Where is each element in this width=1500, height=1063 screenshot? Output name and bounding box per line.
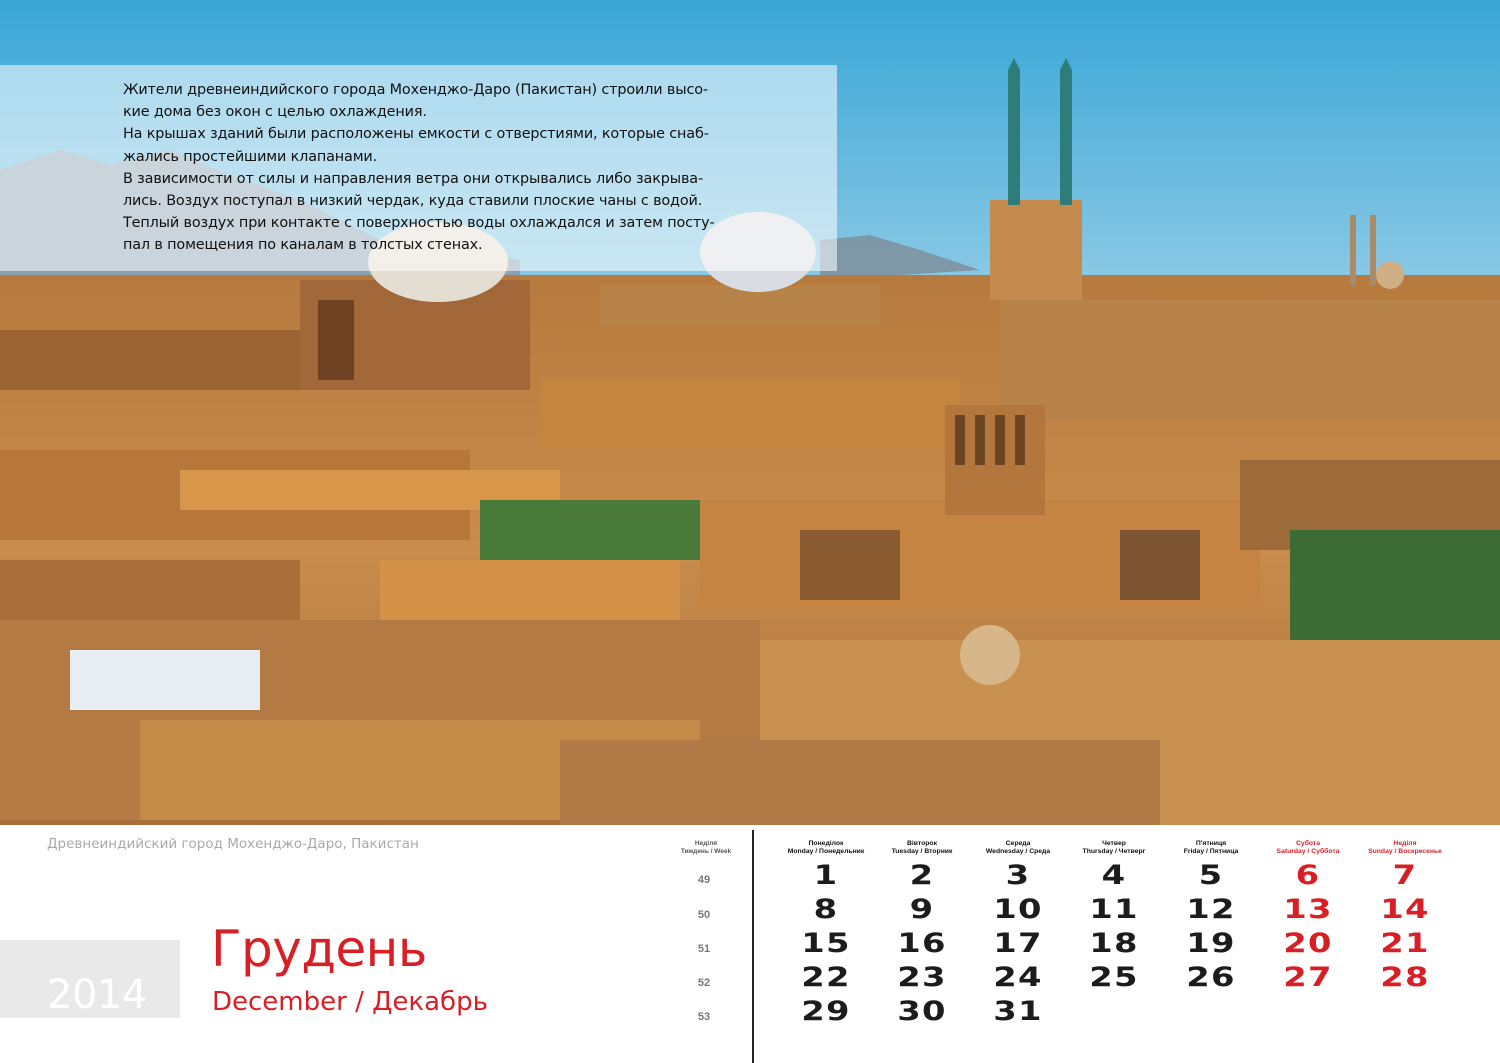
week-number: 52 [697,977,711,989]
calendar-day: 10 [993,894,1043,925]
day-header-line: Tuesday / Вторник [891,848,953,855]
day-header-line: Friday / Пятница [1183,848,1239,855]
week-header-line: Неділя [694,840,718,847]
day-header-thursday [1064,840,1164,856]
overlay-line: кие дома без окон с целью охлаждения. [123,104,427,121]
day-header-line: Sunday / Воскресенье [1368,848,1442,855]
calendar-day: 29 [801,996,851,1027]
day-header-line: П'ятниця [1195,840,1227,847]
day-header-line: Середа [1005,840,1031,847]
week-number: 50 [697,909,711,921]
day-header-sunday [1355,840,1455,856]
month-subtitle: December / Декабрь [212,987,488,1017]
calendar-day: 5 [1198,860,1224,891]
week-number: 49 [697,874,711,886]
overlay-line: Жители древнеиндийского города Мохенджо-Даро (Пакистан) строили высо- [123,82,708,98]
day-header-line: Субота [1296,840,1320,847]
day-header-line: Saturday / Суббота [1276,848,1340,855]
overlay-line: Теплый воздух при контакте с поверхностью воды охлаждался и затем посту- [123,215,715,232]
calendar-day: 18 [1089,928,1139,959]
week-number: 53 [697,1011,711,1023]
calendar-day-weekend: 13 [1283,894,1333,925]
calendar-day: 25 [1089,962,1139,993]
calendar-day: 24 [993,962,1043,993]
calendar-day-weekend: 14 [1380,894,1430,925]
calendar-day-weekend: 21 [1380,928,1430,959]
overlay-line: жались простейшими клапанами. [123,148,378,165]
overlay-line: В зависимости от силы и направления ветра они открывались либо закрыва- [123,170,703,187]
calendar-day: 23 [897,962,947,993]
day-header-monday [776,840,876,856]
week-column-header [676,840,736,856]
overlay-line: На крышах зданий были расположены емкости с отверстиями, которые снаб- [123,126,709,143]
overlay-description [123,79,813,257]
day-header-line: Вівторок [907,840,937,847]
calendar-day: 26 [1186,962,1236,993]
calendar-day: 2 [909,860,935,891]
day-header-line: Четвер [1102,840,1126,847]
calendar-divider [752,830,754,1063]
calendar-day: 11 [1089,894,1139,925]
calendar-day: 17 [993,928,1043,959]
calendar-day-weekend: 28 [1380,962,1430,993]
day-header-line: Понеділок [808,840,844,847]
day-header-wednesday [968,840,1068,856]
calendar-day-weekend: 27 [1283,962,1333,993]
calendar-day-weekend: 7 [1392,860,1418,891]
calendar-day: 4 [1101,860,1127,891]
calendar-day-weekend: 6 [1295,860,1321,891]
day-header-line: Wednesday / Среда [985,848,1051,855]
year-label: 2014 [47,972,147,1018]
calendar-day: 8 [813,894,839,925]
day-header-tuesday [872,840,972,856]
calendar-day-weekend: 20 [1283,928,1333,959]
week-number: 51 [697,943,711,955]
calendar-day: 1 [813,860,839,891]
calendar-day: 19 [1186,928,1236,959]
overlay-line: пал в помещения по каналам в толстых стенах. [123,237,483,254]
week-header-line: Тиждень / Week [680,848,732,855]
day-header-saturday [1258,840,1358,856]
calendar-day: 31 [993,996,1043,1027]
calendar-day: 15 [801,928,851,959]
calendar-day: 9 [909,894,935,925]
calendar-day: 30 [897,996,947,1027]
overlay-line: лись. Воздух поступал в низкий чердак, куда ставили плоские чаны с водой. [123,193,703,210]
day-header-friday [1161,840,1261,856]
day-header-line: Thursday / Четверг [1082,848,1146,855]
month-title: Грудень [211,920,427,978]
day-header-line: Неділя [1393,840,1417,847]
calendar-day: 3 [1005,860,1031,891]
calendar-day: 12 [1186,894,1236,925]
day-header-line: Monday / Понедельник [787,848,865,855]
calendar-day: 22 [801,962,851,993]
calendar-day: 16 [897,928,947,959]
photo-caption: Древнеиндийский город Мохенджо-Даро, Пакистан [47,836,419,852]
